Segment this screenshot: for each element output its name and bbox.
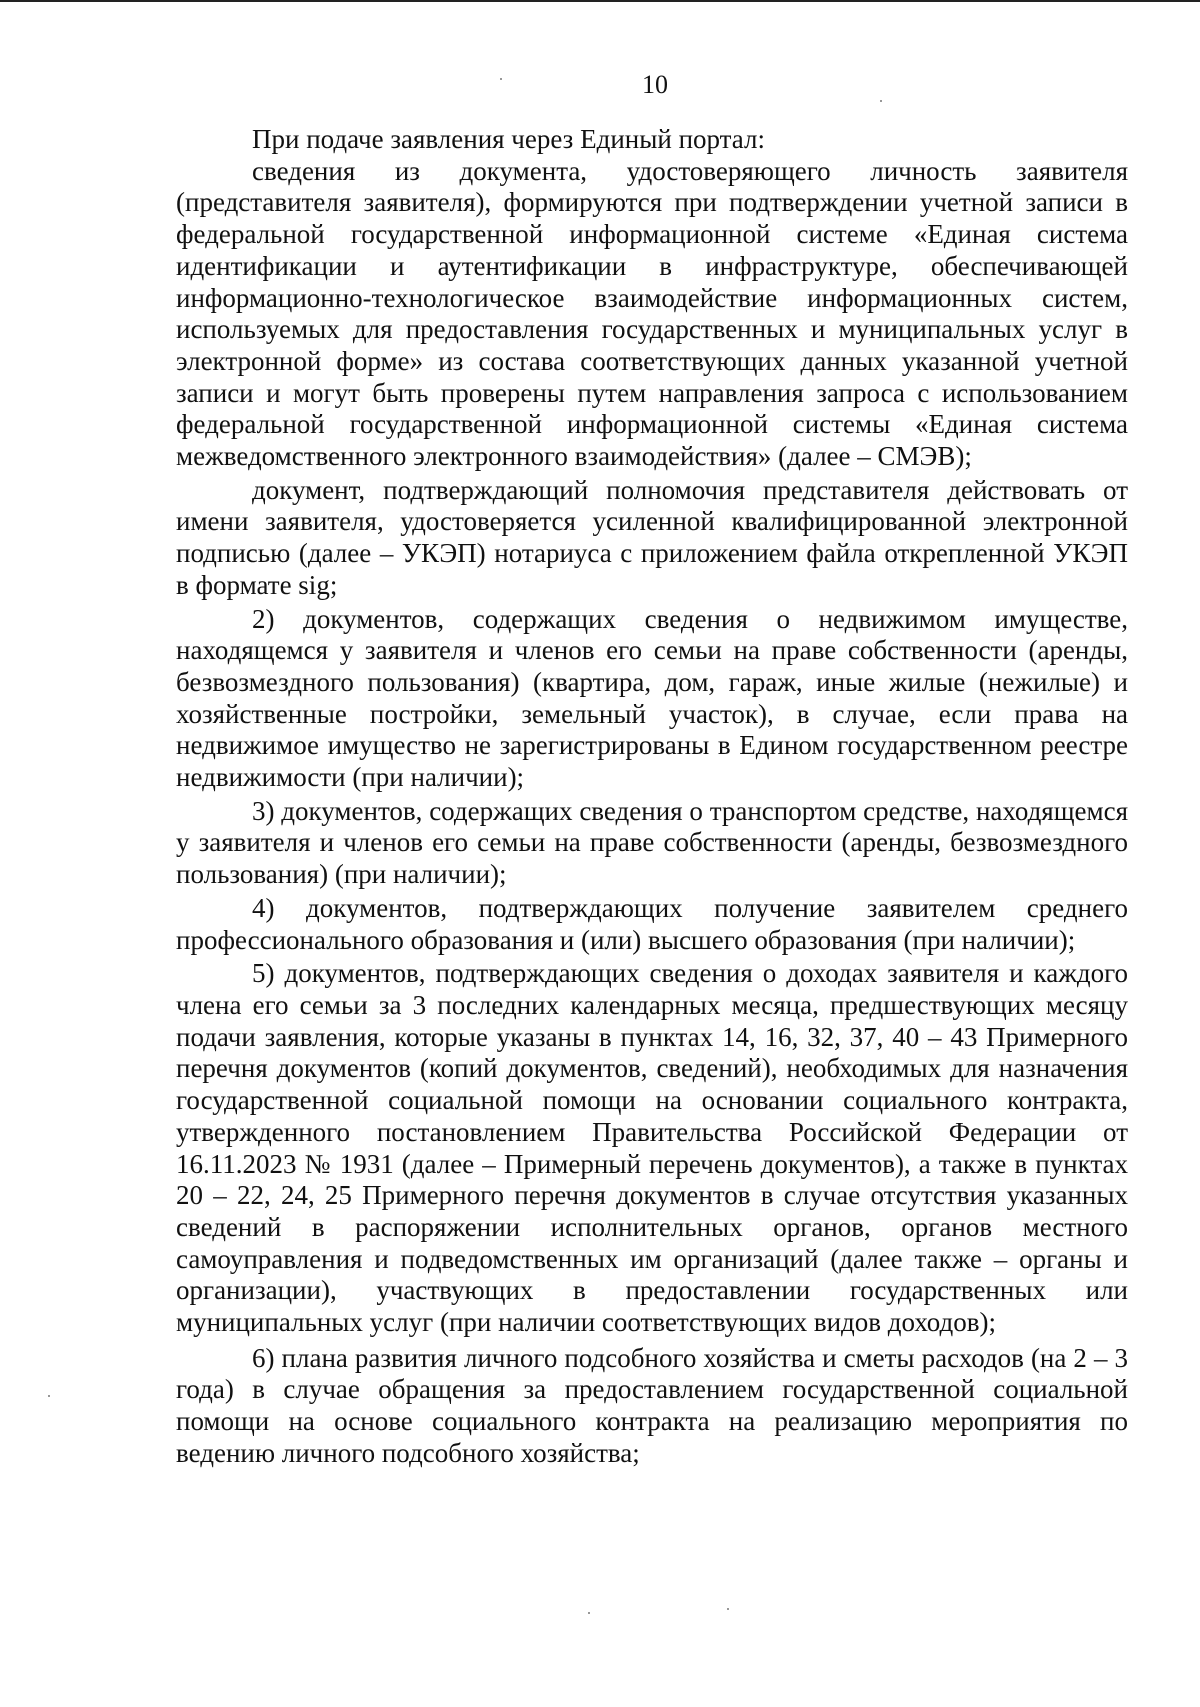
paragraph-item-2-real-estate: 2) документов, содержащих сведения о недвижимом имуществе, находящемся у заявителя и членов его семьи на праве собственности (аренды, безвозмездного пользования) (квартира, дом, гараж, иные жилые (нежилые) и хозяйственные постройки, земельный участок), в случае, если права на недвижимое имущество не зарегистрированы в Едином государственном реестре недвижимости (при наличии); (176, 603, 1128, 793)
paragraph-portal-intro: При подаче заявления через Единый портал: (252, 124, 765, 154)
scan-speck (48, 1395, 50, 1397)
paragraph-item-4-education: 4) документов, подтверждающих получение заявителем среднего профессионального образования и (или) высшего образования (при наличии); (176, 892, 1128, 955)
paragraph-representative-authority: документ, подтверждающий полномочия представителя действовать от имени заявителя, удостоверяется усиленной квалифицированной электронной подписью (далее – УКЭП) нотариуса с приложением файла открепленной УКЭП в формате sig; (176, 474, 1128, 600)
page-number: 10 (642, 70, 668, 99)
scan-speck (880, 100, 882, 102)
paragraph-item-3-vehicle: 3) документов, содержащих сведения о транспортом средстве, находящемся у заявителя и членов его семьи на праве собственности (аренды, безвозмездного пользования) (при наличии); (176, 795, 1128, 890)
paragraph-item-5-income: 5) документов, подтверждающих сведения о доходах заявителя и каждого члена его семьи за 3 последних календарных месяца, предшествующих месяцу подачи заявления, которые указаны в пунктах 14, 16, 32, 37, 40 – 43 Примерного перечня документов (копий документов, сведений), необходимых для назначения государственной социальной помощи на основании социального контракта, утвержденного постановлением Правительства Российской Федерации от 16.11.2023 № 1931 (далее – Примерный перечень документов), а также в пунктах 20 – 22, 24, 25 Примерного перечня документов в случае отсутствия указанных сведений в распоряжении исполнительных органов, органов местного самоуправления и подведомственных им организаций (далее также – органы и организации), участвующих в предоставлении государственных или муниципальных услуг (при наличии соответствующих видов доходов); (176, 958, 1128, 1338)
scan-speck (500, 78, 502, 80)
paragraph-item-6-farm-plan: 6) плана развития личного подсобного хозяйства и сметы расходов (на 2 – 3 года) в случае обращения за предоставлением государственной социальной помощи на основе социального контракта на реализацию мероприятия по ведению личного подсобного хозяйства; (176, 1342, 1128, 1468)
document-body (176, 124, 1128, 1470)
scan-speck (727, 1608, 729, 1610)
scan-speck (588, 1612, 590, 1614)
paragraph-identity-docs: сведения из документа, удостоверяющего личность заявителя (представителя заявителя), формируются при подтверждении учетной записи в федеральной государственной информационной системе «Единая система идентификации и аутентификации в инфраструктуре, обеспечивающей информационно-технологическое взаимодействие информационных систем, используемых для предоставления государственных и муниципальных услуг в электронной форме» из состава соответствующих данных указанной учетной записи и могут быть проверены путем направления запроса с использованием федеральной государственной информационной системы «Единая система межведомственного электронного взаимодействия» (далее – СМЭВ); (176, 155, 1128, 472)
scan-edge-line (0, 0, 1200, 2)
